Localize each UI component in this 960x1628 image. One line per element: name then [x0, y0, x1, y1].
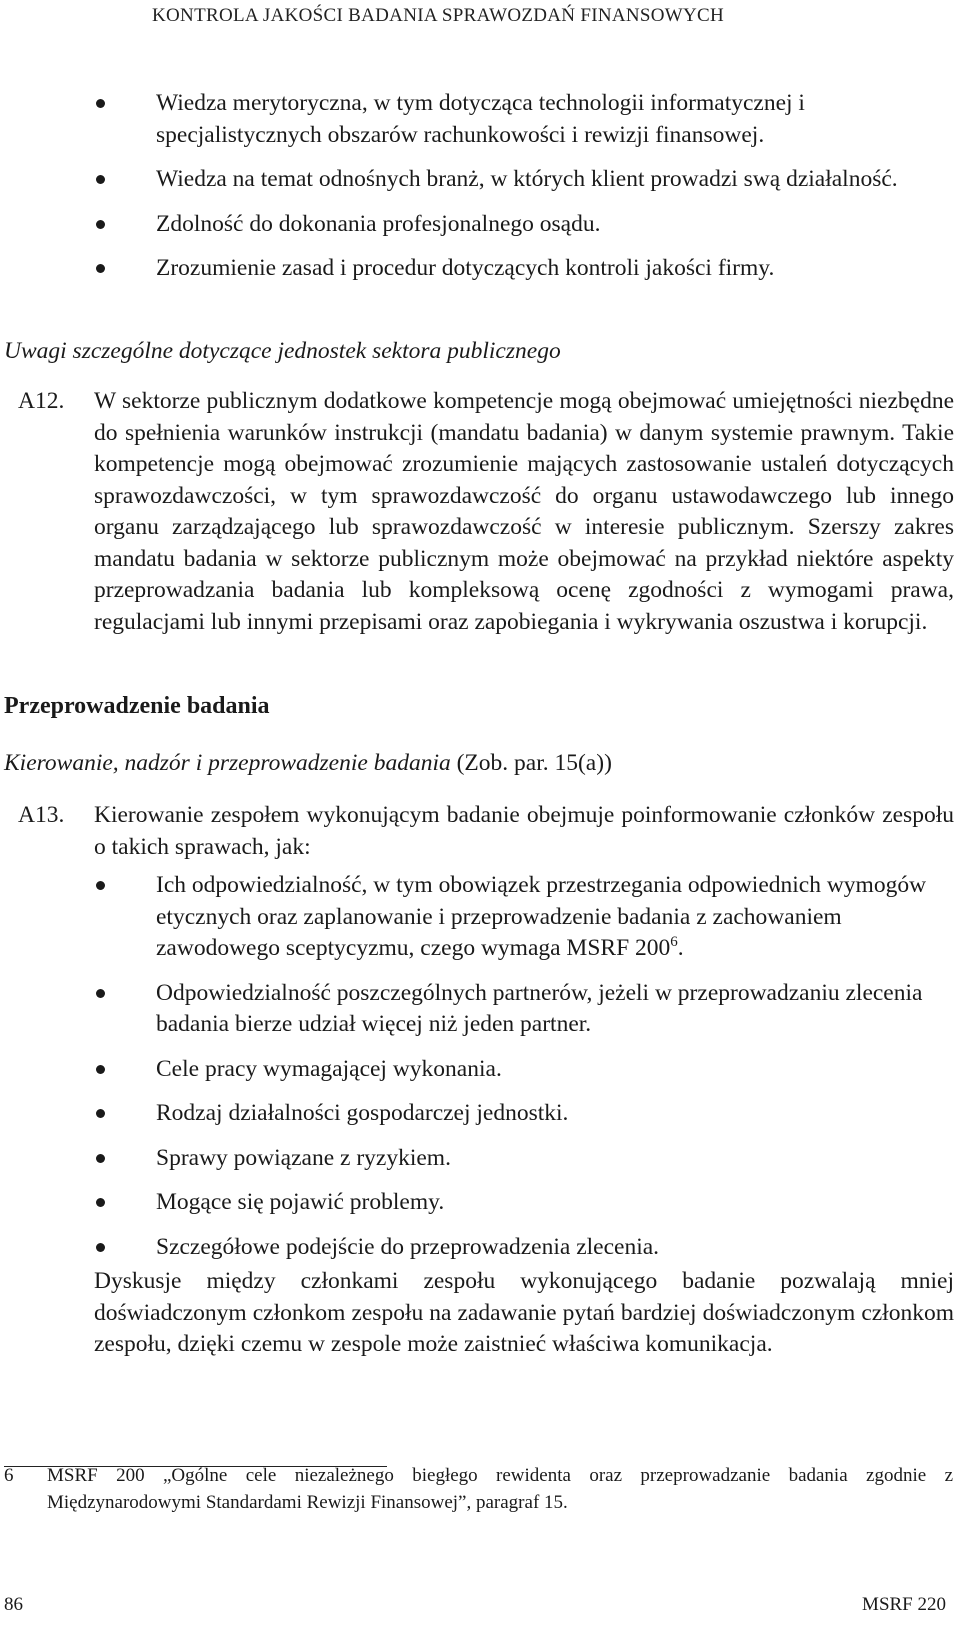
paragraph-number-a13: A13.: [18, 802, 65, 828]
paragraph-number-a12: A12.: [18, 388, 65, 414]
list-item: Zdolność do dokonania profesjonalnego osądu.: [90, 209, 950, 241]
section-subheading: [4, 748, 612, 780]
standard-label: MSRF 220: [862, 1594, 946, 1615]
top-bullet-list: [90, 88, 950, 285]
list-item: Odpowiedzialność poszczególnych partnerów, jeżeli w przeprowadzaniu zlecenia badania bierze udział więcej niż jeden partner.: [90, 978, 950, 1041]
footnote-number: 6: [4, 1465, 14, 1486]
bullet-end: .: [677, 935, 684, 961]
public-sector-subheading: Uwagi szczególne dotyczące jednostek sektora publicznego: [4, 338, 561, 364]
paragraph-a13-intro: Kierowanie zespołem wykonującym badanie obejmuje poinformowanie członków zespołu o takich sprawach, jak:: [94, 802, 954, 860]
bullet-text: Ich odpowiedzialność, w tym obowiązek przestrzegania odpowiednich wymogów etycznych oraz zaplanowanie i przeprowadzenie badania z zachowaniem zawodowego sceptycyzmu, czego wymaga MSRF 200: [156, 872, 927, 961]
list-item: Zrozumienie zasad i procedur dotyczących kontroli jakości firmy.: [90, 253, 950, 285]
section-heading: Przeprowadzenie badania: [4, 693, 270, 719]
list-item: [90, 870, 950, 965]
list-item: Mogące się pojawić problemy.: [90, 1187, 950, 1219]
subheading-title: Kierowanie, nadzór i przeprowadzenie badania: [4, 750, 451, 776]
list-item: Sprawy powiązane z ryzykiem.: [90, 1143, 950, 1175]
subheading-reference: (Zob. par. 15(a)): [456, 750, 612, 776]
list-item: Rodzaj działalności gospodarczej jednostki.: [90, 1098, 950, 1130]
list-item: Wiedza na temat odnośnych branż, w których klient prowadzi swą działalność.: [90, 164, 950, 196]
a13-bullet-list: [90, 870, 950, 1263]
list-item: Cele pracy wymagającej wykonania.: [90, 1054, 950, 1086]
list-item: Szczegółowe podejście do przeprowadzenia zlecenia.: [90, 1232, 950, 1264]
list-item: Wiedza merytoryczna, w tym dotycząca technologii informatycznej i specjalistycznych obszarów rachunkowości i rewizji finansowej.: [90, 88, 950, 151]
footnote-text: MSRF 200 „Ogólne cele niezależnego biegłego rewidenta oraz przeprowadzanie badania zgodnie z Międzynarodowymi Standardami Rewizji Finansowej”, paragraf 15.: [47, 1465, 953, 1513]
paragraph-a12: W sektorze publicznym dodatkowe kompetencje mogą obejmować umiejętności niezbędne do spełnienia warunków instrukcji (mandatu badania) w danym systemie prawnym. Takie kompetencje mogą obejmować zrozumienie mających zastosowanie ustaleń dotyczących sprawozdawczości, w tym sprawozdawczość do organu ustawodawczego lub innego organu zarządzającego lub sprawozdawczość w interesie publicznym. Szerszy zakres mandatu badania w sektorze publicznym może obejmować na przykład niektóre aspekty przeprowadzania badania lub kompleksową ocenę zgodności z wymogami prawa, regulacjami lub innymi przepisami oraz zapobiegania i wykrywania oszustwa i korupcji.: [94, 388, 954, 635]
running-header: KONTROLA JAKOŚCI BADANIA SPRAWOZDAŃ FINANSOWYCH: [152, 5, 725, 26]
closing-paragraph: Dyskusje między członkami zespołu wykonującego badanie pozwalają mniej doświadczonym członkom zespołu na zadawanie pytań bardziej doświadczonym członkom zespołu, dzięki czemu w zespole może zaistnieć właściwa komunikacja.: [94, 1268, 954, 1357]
footnote-reference: 6: [670, 934, 678, 951]
page-number: 86: [4, 1594, 23, 1615]
